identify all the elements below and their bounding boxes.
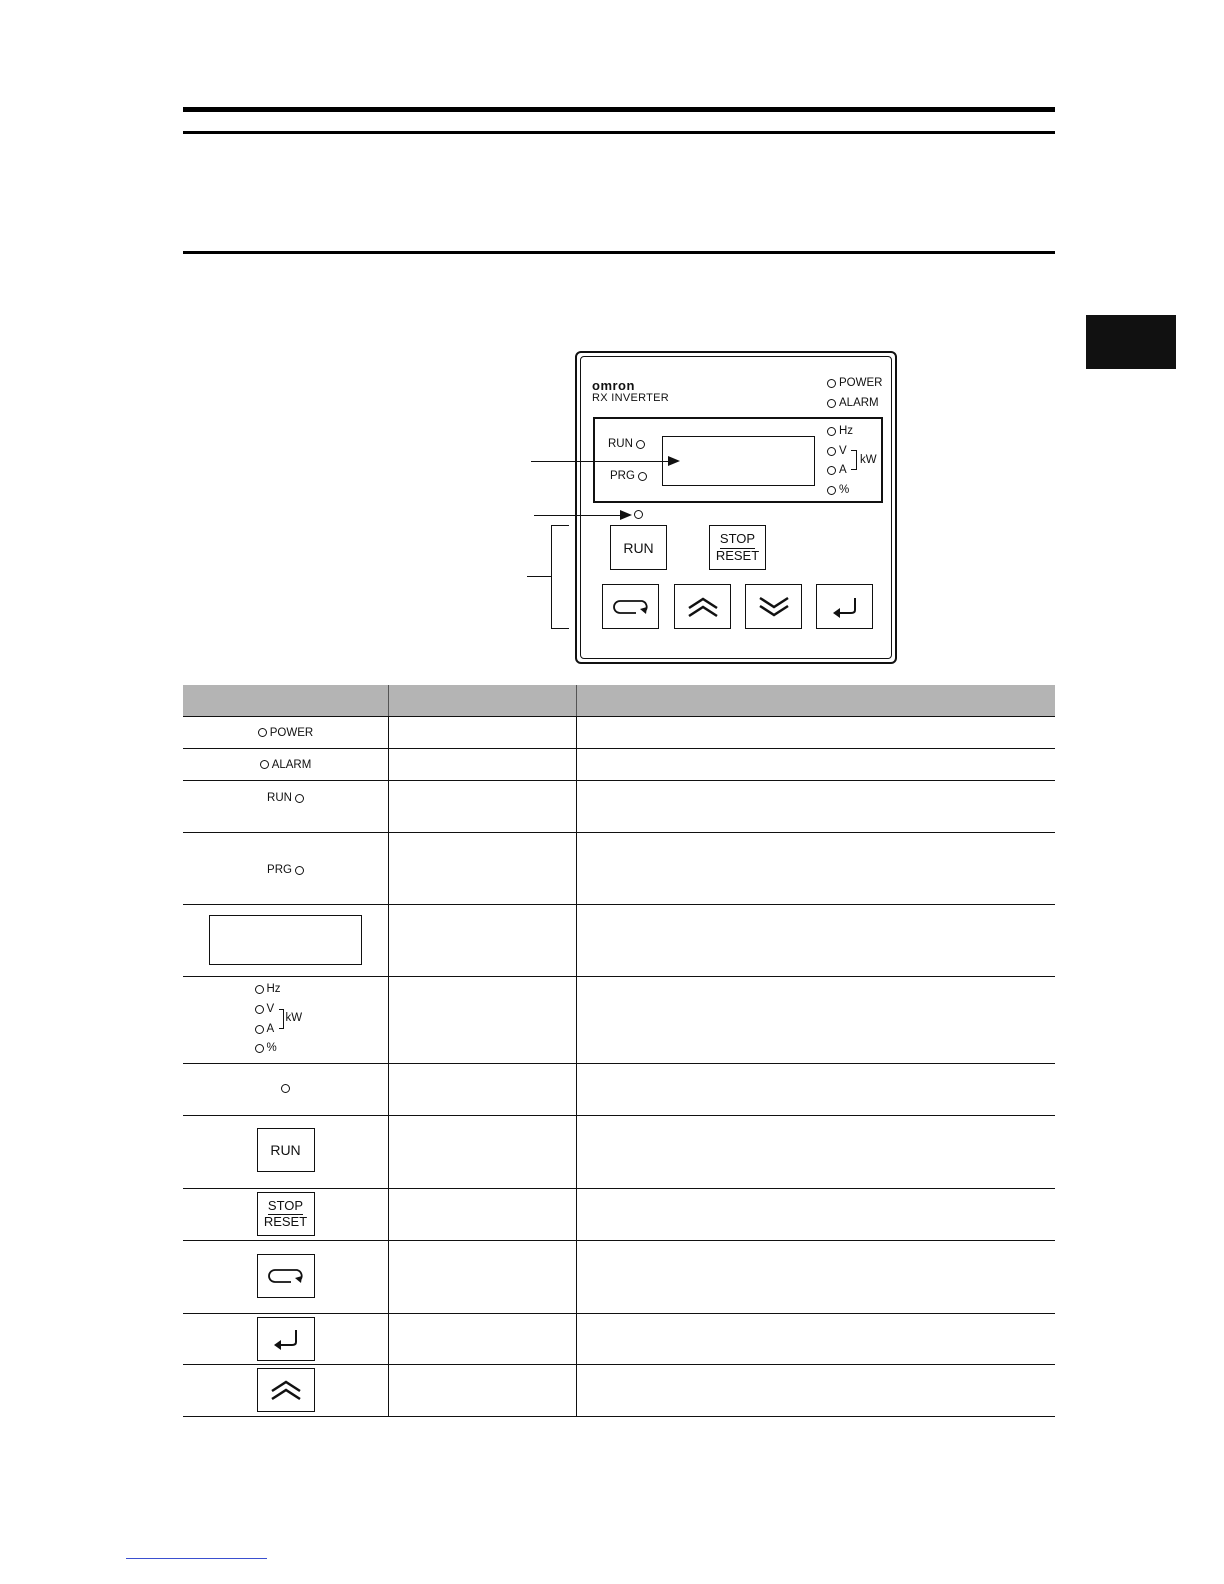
table-row	[183, 1064, 1055, 1116]
item-cell	[183, 749, 389, 781]
item-cell	[183, 1314, 389, 1365]
table-row	[183, 833, 1055, 905]
description-cell	[577, 1314, 1056, 1365]
led-icon	[636, 440, 645, 449]
mode-key-icon	[267, 1267, 305, 1285]
table-header-cell	[577, 685, 1056, 717]
led-icon	[827, 486, 836, 495]
led-icon	[827, 427, 836, 436]
prg-led-item: PRG	[267, 864, 304, 876]
run-key-item: RUN	[257, 1128, 315, 1172]
brand-logo: omron	[592, 378, 635, 393]
led-icon	[827, 379, 836, 388]
name-cell	[389, 905, 577, 977]
table-header-cell	[389, 685, 577, 717]
decrement-key-icon	[758, 596, 790, 618]
description-cell	[577, 781, 1056, 833]
led-icon	[255, 1005, 264, 1014]
power-indicator: POWER	[827, 377, 882, 389]
item-cell	[183, 905, 389, 977]
enter-key-item	[257, 1317, 315, 1361]
table-row	[183, 1189, 1055, 1241]
stop-reset-key-item: STOP RESET	[257, 1192, 315, 1236]
data-display-item	[209, 915, 362, 965]
led-icon	[255, 985, 264, 994]
item-cell	[183, 833, 389, 905]
description-cell	[577, 1116, 1056, 1189]
keys-bracket	[551, 525, 569, 629]
table-row	[183, 977, 1055, 1064]
name-cell	[389, 1189, 577, 1241]
run-led-item: RUN	[267, 792, 304, 804]
mode-key-item	[257, 1254, 315, 1298]
run-command-led-icon	[634, 510, 643, 519]
table-row	[183, 749, 1055, 781]
name-cell	[389, 1241, 577, 1314]
percent-indicator: %	[827, 484, 849, 496]
enter-key[interactable]	[816, 584, 873, 629]
table-row	[183, 1365, 1055, 1417]
mode-key-icon	[612, 598, 650, 616]
prg-indicator: PRG	[610, 470, 647, 482]
unit-leds-item: Hz V A % kW	[251, 983, 321, 1063]
increment-key-icon	[687, 596, 719, 618]
kw-bracket	[851, 450, 857, 470]
led-icon	[255, 1025, 264, 1034]
table-row	[183, 905, 1055, 977]
led-icon	[295, 794, 304, 803]
name-cell	[389, 833, 577, 905]
description-cell	[577, 717, 1056, 749]
section-rule	[183, 251, 1055, 254]
arrowhead-icon	[620, 510, 632, 520]
model-label: RX INVERTER	[592, 392, 670, 404]
kw-label: kW	[860, 454, 877, 466]
led-icon	[260, 760, 269, 769]
description-cell	[577, 749, 1056, 781]
table-row	[183, 1314, 1055, 1365]
led-icon	[258, 728, 267, 737]
item-cell	[183, 1189, 389, 1241]
table-row	[183, 717, 1055, 749]
description-cell	[577, 833, 1056, 905]
item-cell	[183, 1064, 389, 1116]
alarm-led-item: ALARM	[260, 759, 312, 771]
name-cell	[389, 1064, 577, 1116]
name-cell	[389, 749, 577, 781]
callout-line	[527, 576, 552, 577]
name-cell	[389, 1365, 577, 1417]
stop-reset-key[interactable]: STOP RESET	[709, 525, 766, 570]
led-icon	[827, 399, 836, 408]
header-rule	[183, 131, 1055, 134]
item-cell	[183, 781, 389, 833]
alarm-indicator: ALARM	[827, 397, 879, 409]
data-display	[662, 436, 815, 486]
name-cell	[389, 781, 577, 833]
run-command-led-icon	[281, 1084, 290, 1093]
table-row	[183, 781, 1055, 833]
enter-key-icon	[270, 1328, 302, 1350]
led-icon	[295, 866, 304, 875]
header-rule-thick	[183, 107, 1055, 112]
led-icon	[255, 1044, 264, 1053]
enter-key-icon	[829, 596, 861, 618]
arrowhead-icon	[668, 456, 680, 466]
footer-link-underline[interactable]	[126, 1558, 267, 1559]
callout-line	[531, 461, 671, 462]
power-led-item: POWER	[258, 727, 313, 739]
table-row	[183, 1241, 1055, 1314]
callout-line	[534, 515, 624, 516]
chapter-tab	[1086, 315, 1176, 369]
description-cell	[577, 977, 1056, 1064]
name-cell	[389, 977, 577, 1064]
name-cell	[389, 717, 577, 749]
table-header-cell	[183, 685, 389, 717]
decrement-key[interactable]	[745, 584, 802, 629]
name-cell	[389, 1314, 577, 1365]
table-row	[183, 1116, 1055, 1189]
description-cell	[577, 1241, 1056, 1314]
description-cell	[577, 1064, 1056, 1116]
run-key[interactable]: RUN	[610, 525, 667, 570]
item-cell	[183, 977, 389, 1064]
led-icon	[827, 466, 836, 475]
table-header-row	[183, 685, 1055, 717]
description-cell	[577, 905, 1056, 977]
description-cell	[577, 1189, 1056, 1241]
increment-key-icon	[270, 1379, 302, 1401]
description-cell	[577, 1365, 1056, 1417]
kw-bracket	[279, 1009, 284, 1029]
item-cell	[183, 717, 389, 749]
run-indicator: RUN	[608, 438, 645, 450]
item-cell	[183, 1116, 389, 1189]
item-cell	[183, 1241, 389, 1314]
led-icon	[827, 447, 836, 456]
increment-key[interactable]	[674, 584, 731, 629]
increment-key-item	[257, 1368, 315, 1412]
hz-indicator: Hz	[827, 425, 853, 437]
operator-panel-table	[183, 685, 1055, 1417]
v-indicator: V	[827, 445, 847, 457]
name-cell	[389, 1116, 577, 1189]
item-cell	[183, 1365, 389, 1417]
led-icon	[638, 472, 647, 481]
a-indicator: A	[827, 464, 847, 476]
mode-key[interactable]	[602, 584, 659, 629]
